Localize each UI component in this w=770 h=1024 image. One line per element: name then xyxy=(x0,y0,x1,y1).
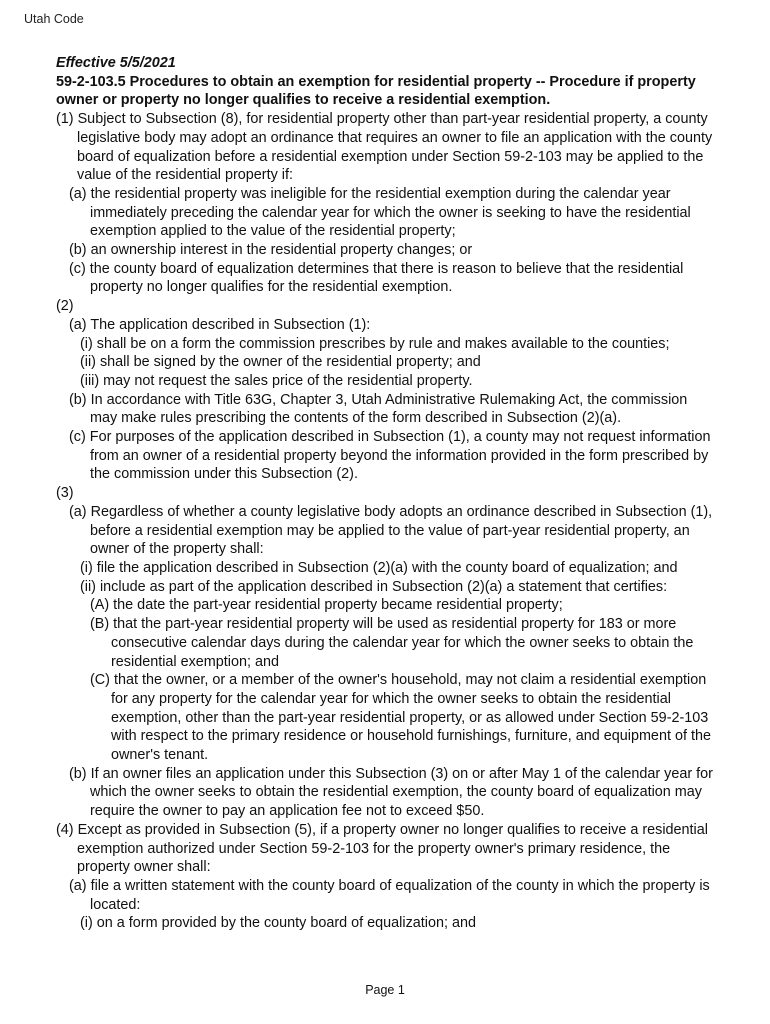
paragraph-level-0: (2) xyxy=(56,298,74,315)
section-title: 59-2-103.5 Procedures to obtain an exemption for residential property -- Procedure if property owner or property no longer qualifies to receive a residential exemption. xyxy=(56,73,696,109)
paragraph-level-3: (C) that the owner, or a member of the owner's household, may not claim a residential exemption for any property for the calendar year for which the owner seeks to obtain the residential exemption, other than the part-year residential property, or as allowed under Section 59-2-103 with respect to the primary residence or household furnishings, furniture, and equipment of the owner's tenant. xyxy=(90,672,711,764)
paragraph-level-1: (b) In accordance with Title 63G, Chapter 3, Utah Administrative Rulemaking Act, the commission may make rules prescribing the contents of the form described in Subsection (2)(a). xyxy=(69,391,688,427)
effective-date: Effective 5/5/2021 xyxy=(56,55,176,71)
page-number: Page 1 xyxy=(365,983,405,997)
paragraph-level-1: (a) file a written statement with the county board of equalization of the county in which the property is located: xyxy=(69,877,710,913)
paragraph-level-2: (iii) may not request the sales price of the residential property. xyxy=(80,372,473,389)
paragraph-level-2: (i) shall be on a form the commission prescribes by rule and makes available to the counties; xyxy=(80,335,670,352)
paragraph-level-1: (c) For purposes of the application described in Subsection (1), a county may not request information from an owner of a residential property beyond the information provided in the form prescribed by the commission under this Subsection (2). xyxy=(69,429,711,483)
paragraph-level-2: (ii) shall be signed by the owner of the residential property; and xyxy=(80,354,481,371)
paragraph-level-1: (a) The application described in Subsection (1): xyxy=(69,316,371,333)
paragraph-level-0: (1) Subject to Subsection (8), for residential property other than part-year residential property, a county legislative body may adopt an ordinance that requires an owner to file an application with the county board of equalization before a residential exemption under Section 59-2-103 may be applied to the value of the residential property if: xyxy=(56,111,713,184)
paragraph-level-3: (B) that the part-year residential property will be used as residential property for 183 or more consecutive calendar days during the calendar year for which the owner seeks to obtain the residential exemption; and xyxy=(90,616,694,670)
paragraph-list xyxy=(56,110,716,933)
paragraph-level-1: (b) an ownership interest in the residential property changes; or xyxy=(69,242,473,259)
paragraph-level-2: (ii) include as part of the application described in Subsection (2)(a) a statement that certifies: xyxy=(80,578,668,595)
paragraph-level-2: (i) on a form provided by the county board of equalization; and xyxy=(80,915,476,932)
document-body xyxy=(56,54,716,933)
paragraph-level-1: (a) Regardless of whether a county legislative body adopts an ordinance described in Subsection (1), before a residential exemption may be applied to the value of part-year residential property, an owner of the property shall: xyxy=(69,503,713,558)
paragraph-level-0: (3) xyxy=(56,485,74,502)
paragraph-level-3: (A) the date the part-year residential property became residential property; xyxy=(90,597,563,614)
running-header: Utah Code xyxy=(24,12,84,26)
paragraph-level-1: (c) the county board of equalization determines that there is reason to believe that the residential property no longer qualifies for the residential exemption. xyxy=(69,260,684,296)
paragraph-level-1: (b) If an owner files an application under this Subsection (3) on or after May 1 of the calendar year for which the owner seeks to obtain the residential exemption, the county board of equalization may require the owner to pay an application fee not to exceed $50. xyxy=(69,765,713,820)
paragraph-level-2: (i) file the application described in Subsection (2)(a) with the county board of equalization; and xyxy=(80,559,678,576)
paragraph-level-1: (a) the residential property was ineligible for the residential exemption during the calendar year immediately preceding the calendar year for which the owner is seeking to have the residential exemption applied to the value of the residential property; xyxy=(69,185,691,240)
paragraph-level-0: (4) Except as provided in Subsection (5), if a property owner no longer qualifies to receive a residential exemption authorized under Section 59-2-103 for the property owner's primary residence, the property owner shall: xyxy=(56,821,708,876)
